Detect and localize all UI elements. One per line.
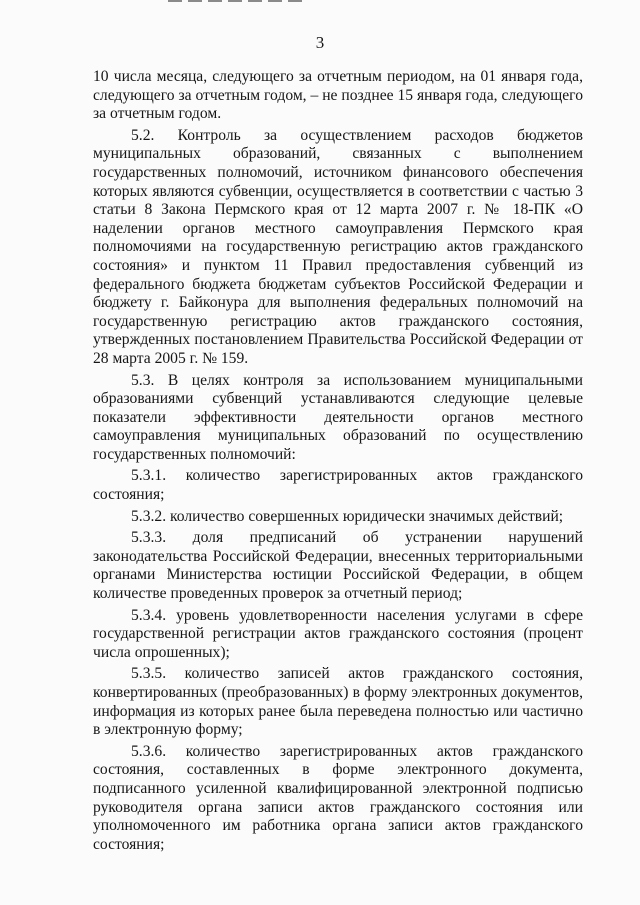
list-item: 5.3.4. уровень удовлетворенности населения услугами в сфере государственной регистрации актов гражданского состояния (процент числа опрошенных);	[93, 606, 583, 661]
page-number: 3	[315, 33, 325, 52]
list-item: 5.3.1. количество зарегистрированных актов гражданского состояния;	[93, 467, 583, 504]
document-body	[93, 68, 583, 857]
paragraph: 5.2. Контроль за осуществлением расходов бюджетов муниципальных образований, связанных с выполнением государственных полномочий, источником финансового обеспечения которых являются субвенции, осуществляется в соответствии с частью 3 статьи 8 Закона Пермского края от 12 марта 2007 г. № 18-ПК «О наделении органов местного самоуправления Пермского края полномочиями на государственную регистрацию актов гражданского состояния» и пунктом 11 Правил предоставления субвенций из федерального бюджета бюджетам субъектов Российской Федерации и бюджету г. Байконура для выполнения федеральных полномочий на государственную регистрацию актов гражданского состояния, утвержденных постановлением Правительства Российской Федерации от 28 марта 2005 г. № 159.	[93, 126, 583, 367]
list-item: 5.3.6. количество зарегистрированных актов гражданского состояния, составленных в форме электронного документа, подписанного усиленной квалифицированной электронной подписью руководителя органа записи актов гражданского состояния или уполномоченного им работника органа записи актов гражданского состояния;	[93, 742, 583, 853]
paragraph: 10 числа месяца, следующего за отчетным периодом, на 01 января года, следующего за отчетным годом, – не позднее 15 января года, следующего за отчетным годом.	[93, 68, 583, 123]
paragraph: 5.3. В целях контроля за использованием муниципальными образованиями субвенций устанавливаются следующие целевые показатели эффективности деятельности органов местного самоуправления муниципальных образований по осуществлению государственных полномочий:	[93, 371, 583, 463]
list-item: 5.3.2. количество совершенных юридически значимых действий;	[131, 507, 564, 525]
list-item: 5.3.3. доля предписаний об устранении нарушений законодательства Российской Федерации, внесенных территориальными органами Министерства юстиции Российской Федерации, в общем количестве проведенных проверок за отчетный период;	[93, 529, 583, 603]
list-item: 5.3.5. количество записей актов гражданского состояния, конвертированных (преобразованных) в форму электронных документов, информация из которых ранее была переведена полностью или частично в электронную форму;	[93, 665, 583, 739]
scan-top-artifact	[168, 0, 303, 2]
